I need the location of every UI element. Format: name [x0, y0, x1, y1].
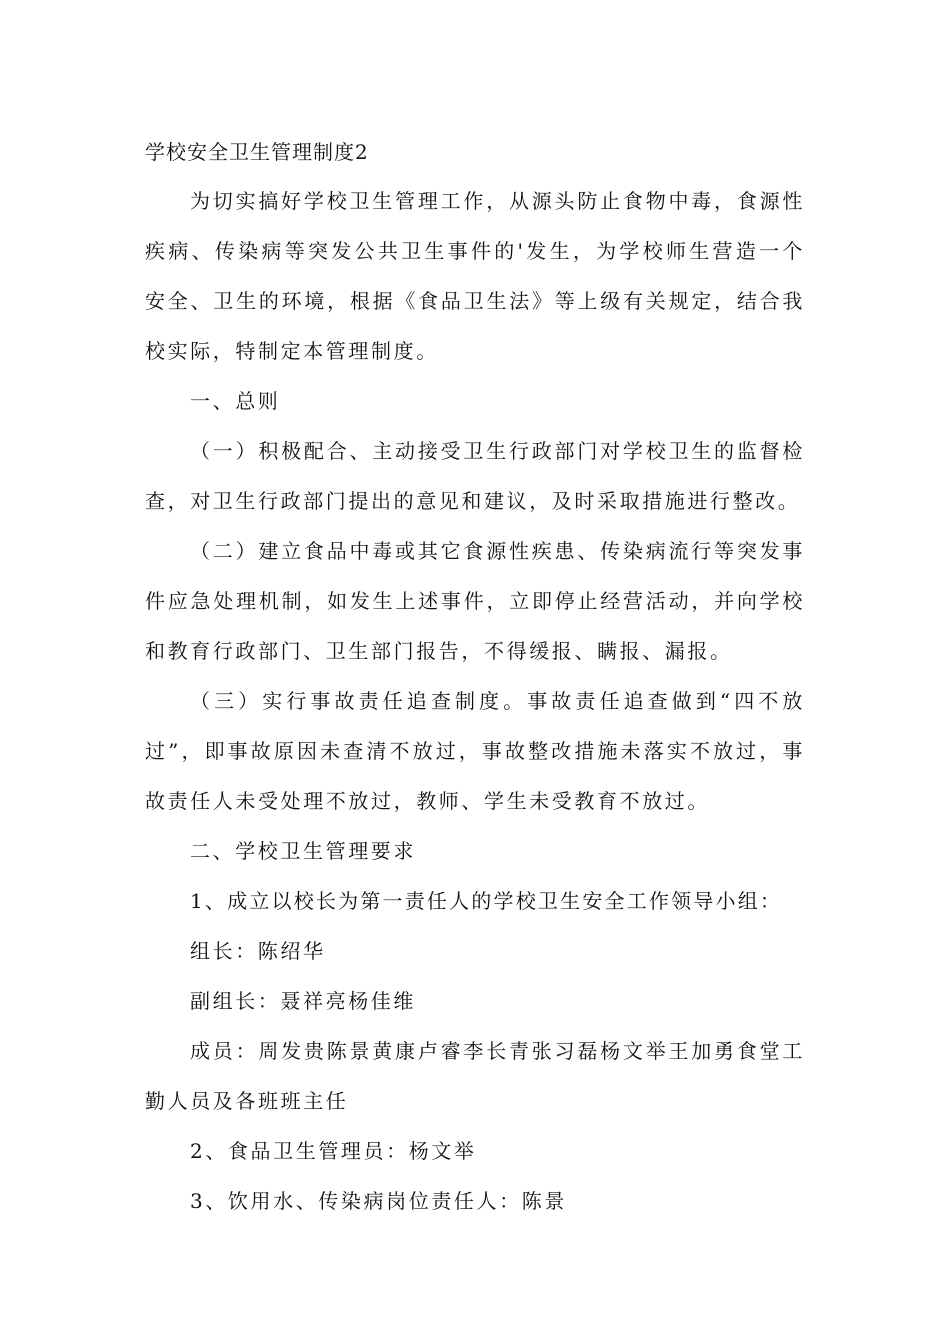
document-title: 学校安全卫生管理制度2: [145, 140, 369, 164]
clause-3-paragraph: （三）实行事故责任追查制度。事故责任追查做到“四不放过”，即事故原因未查清不放过，事故整改措施未落实不放过，事故责任人未受处理不放过，教师、学生未受教育不放过。: [145, 689, 805, 813]
group-leader-line: 组长：陈绍华: [190, 939, 326, 963]
section-heading-general: 一、总则: [190, 389, 281, 413]
food-hygiene-manager-line: 2、食品卫生管理员：杨文举: [190, 1139, 477, 1163]
requirement-1-paragraph: 1、成立以校长为第一责任人的学校卫生安全工作领导小组：: [190, 889, 783, 913]
clause-2-paragraph: （二）建立食品中毒或其它食源性疾患、传染病流行等突发事件应急处理机制，如发生上述事件，立即停止经营活动，并向学校和教育行政部门、卫生部门报告，不得缓报、瞒报、漏报。: [145, 539, 805, 663]
clause-1-paragraph: （一）积极配合、主动接受卫生行政部门对学校卫生的监督检查，对卫生行政部门提出的意见和建议，及时采取措施进行整改。: [145, 439, 805, 513]
deputy-leader-line: 副组长：聂祥亮杨佳维: [190, 989, 416, 1013]
document-body: [145, 128, 805, 1226]
members-paragraph: 成员：周发贵陈景黄康卢睿李长青张习磊杨文举王加勇食堂工勤人员及各班班主任: [145, 1039, 805, 1113]
section-heading-requirements: 二、学校卫生管理要求: [190, 839, 416, 863]
water-disease-officer-line: 3、饮用水、传染病岗位责任人：陈景: [190, 1189, 567, 1213]
intro-paragraph: 为切实搞好学校卫生管理工作，从源头防止食物中毒，食源性疾病、传染病等突发公共卫生事件的'发生，为学校师生营造一个安全、卫生的环境，根据《食品卫生法》等上级有关规定，结合我校实际，特制定本管理制度。: [145, 189, 805, 363]
